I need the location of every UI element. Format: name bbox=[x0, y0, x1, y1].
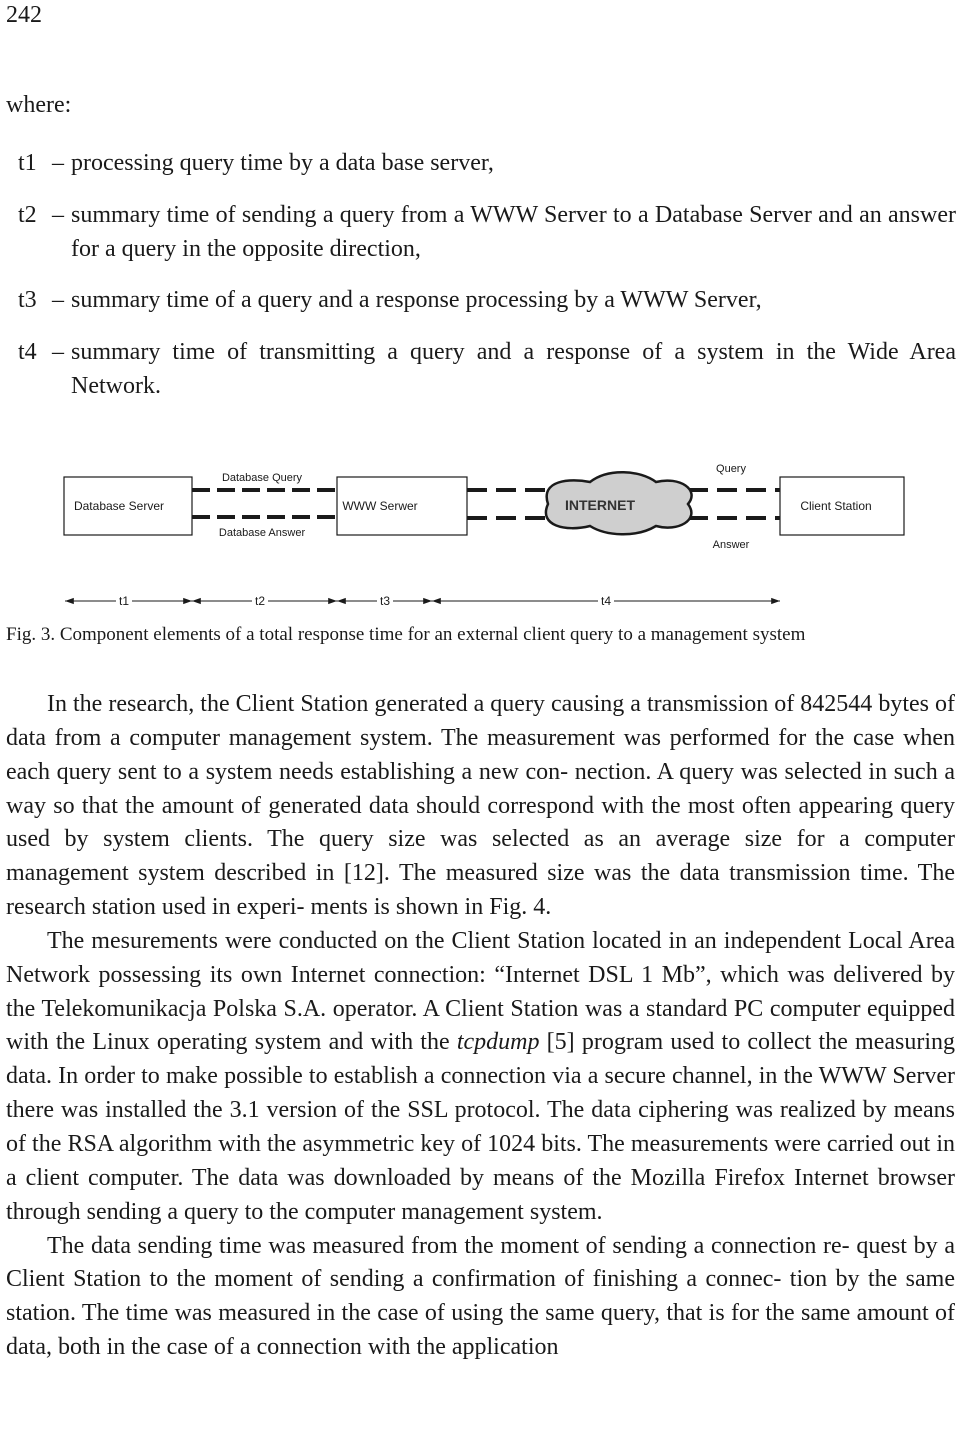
definition-description: summary time of a query and a response processing by a WWW Server, bbox=[71, 287, 762, 313]
definition-term: t4 bbox=[18, 339, 37, 365]
paragraph: The data sending time was measured from the moment of sending a connection re- quest by a Client Station to the moment of sending a confirmation of finishing a connec- tion by the same station. The time was measured in the case of using the same query, that is for the same amount of data, both in the case of a connection with the application bbox=[6, 1232, 955, 1361]
query-label: Query bbox=[716, 463, 746, 475]
tool-name: tcpdump bbox=[456, 1029, 540, 1056]
internet-label: INTERNET bbox=[565, 497, 635, 513]
definition-dash: – bbox=[52, 150, 64, 176]
definition-term: t1 bbox=[18, 150, 37, 176]
definition-t3 bbox=[6, 283, 956, 317]
definition-description: processing query time by a data base server, bbox=[71, 150, 494, 176]
definition-t2 bbox=[6, 198, 956, 266]
database-query-label: Database Query bbox=[221, 472, 303, 484]
definition-dash: – bbox=[52, 287, 64, 313]
definition-t4 bbox=[6, 335, 956, 403]
paragraph bbox=[6, 925, 955, 1230]
timeline-t4-label: t4 bbox=[600, 594, 612, 608]
client-station-label: Client Station bbox=[800, 499, 872, 513]
database-answer-label: Database Answer bbox=[218, 527, 306, 539]
definition-term: t2 bbox=[18, 202, 37, 228]
definition-dash: – bbox=[52, 339, 64, 365]
definition-dash: – bbox=[52, 202, 64, 228]
page-number: 242 bbox=[6, 2, 42, 28]
definitions-intro: where: bbox=[6, 92, 72, 118]
paragraph-text: The mesurements were conducted on the Client Station located in an independent Local Area Network possessing its own Internet connection: “Internet DSL 1 Mb”, which was delivered by the Telekomunikacja Polska S.A. operator. A Client Station was a standard PC computer equipped with the Linux operating system and with the bbox=[6, 927, 955, 1056]
timeline-t1-label: t1 bbox=[118, 594, 130, 608]
paragraph: In the research, the Client Station generated a query causing a transmission of 842544 bytes of data from a computer management system. The measurement was performed for the case when each query sent to a system needs establishing a new con- nection. A query was selected in such a way so that the amount of generated data should correspond with the most often appearing query used by system clients. The query size was selected as an average size for a computer management system described in [12]. The measured size was the data transmission time. The research station used in experi- ments is shown in Fig. 4. bbox=[6, 691, 955, 921]
definition-term: t3 bbox=[18, 287, 37, 313]
response-time-diagram bbox=[0, 440, 960, 620]
database-server-label: Database Server bbox=[73, 499, 165, 513]
timeline-t2-label: t2 bbox=[254, 594, 266, 608]
definition-description: summary time of transmitting a query and a response of a system in the Wide Area Network. bbox=[71, 339, 956, 399]
paragraph-text: [5] program used to collect the measuring data. In order to make possible to establish a connection via a secure channel, in the WWW Server there was installed the 3.1 version of the SSL protocol. The data ciphering was realized by means of the RSA algorithm with the asymmetric key of 1024 bits. The measurements were carried out in a client computer. The data was downloaded by means of the Mozilla Firefox Internet browser through sending a query to the computer management system. bbox=[6, 1029, 956, 1225]
definition-t1 bbox=[6, 146, 956, 180]
www-server-label: WWW Serwer bbox=[342, 499, 418, 513]
definition-description: summary time of sending a query from a WWW Server to a Database Server and an answer for a query in the opposite direction, bbox=[71, 202, 956, 262]
answer-label: Answer bbox=[712, 539, 750, 551]
timeline-t3-label: t3 bbox=[379, 594, 391, 608]
figure-caption: Fig. 3. Component elements of a total response time for an external client query to a management system bbox=[6, 624, 806, 645]
body-text bbox=[6, 688, 955, 1365]
